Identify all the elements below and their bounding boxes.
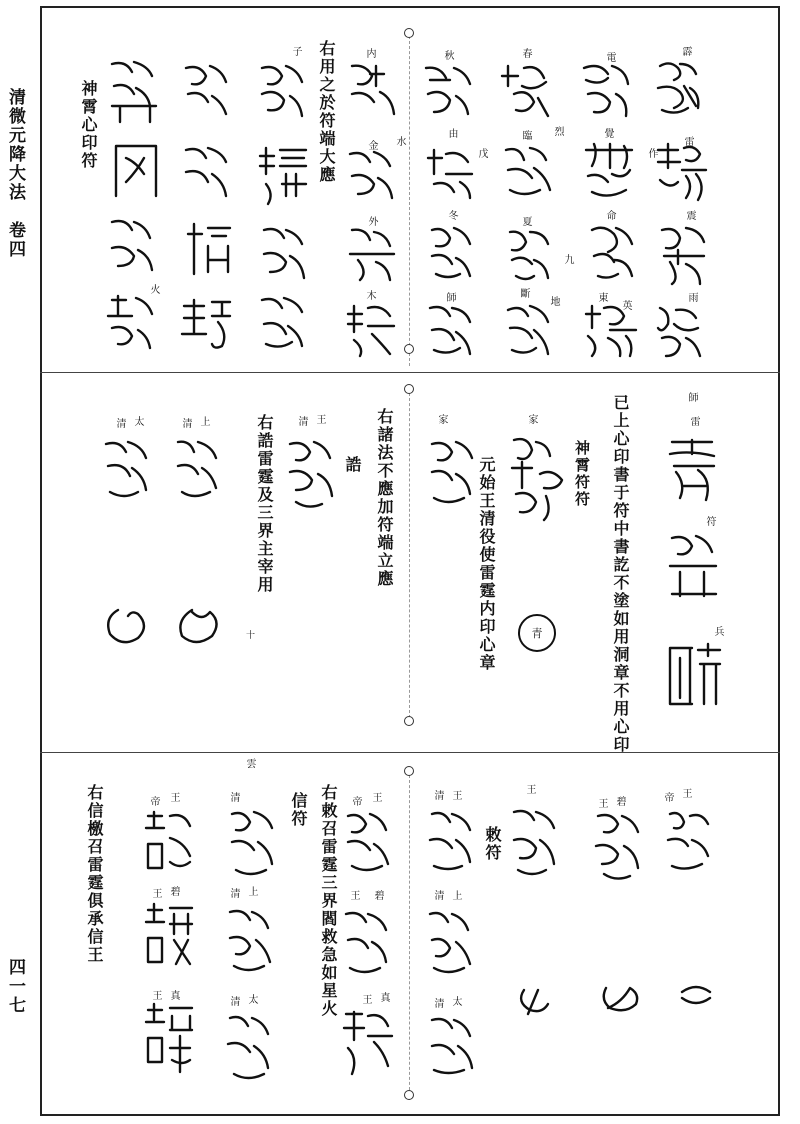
char-label: 臨 (520, 130, 531, 142)
talisman-glyph (104, 216, 160, 276)
char-label: 霹 (680, 46, 691, 58)
char-label: 清 (114, 418, 125, 430)
talisman-glyph (500, 142, 558, 204)
talisman-glyph (420, 60, 478, 120)
book-title: 清微元降大法 卷四 (5, 88, 25, 259)
talisman-glyph (344, 60, 402, 120)
char-label: 命 (604, 210, 615, 222)
fold-line-2 (409, 388, 410, 718)
fold-line-1 (409, 36, 410, 366)
talisman-glyph (506, 434, 572, 526)
talisman-ring (104, 606, 150, 646)
talisman-glyph (664, 640, 726, 712)
talisman-glyph (282, 436, 340, 516)
talisman-glyph (424, 300, 480, 360)
char-label: 木 (364, 290, 375, 302)
talisman-glyph (184, 220, 236, 280)
talisman-glyph (424, 144, 480, 202)
talisman-glyph (584, 222, 640, 284)
seal-circle: 青 (518, 614, 556, 652)
char-label: 上 (450, 890, 461, 902)
talisman-glyph (254, 60, 312, 122)
talisman-glyph (340, 906, 396, 982)
talisman-glyph (102, 292, 160, 354)
char-label: 清 (228, 996, 239, 1008)
talisman-glyph (344, 224, 400, 282)
talisman-glyph (140, 900, 198, 974)
binding-hole (404, 766, 414, 776)
char-label: 清 (432, 890, 443, 902)
char-label: 清 (296, 416, 307, 428)
binding-hole (404, 344, 414, 354)
char-label: 東 (596, 292, 607, 304)
char-label: 雷 (682, 136, 693, 148)
talisman-ring (598, 984, 644, 1014)
char-label: 作 (646, 148, 657, 160)
char-label: 王 (150, 888, 161, 900)
char-label: 清 (228, 888, 239, 900)
char-label: 斷 (518, 288, 529, 300)
char-label: 碧 (168, 886, 179, 898)
inscription-decree: 右誥雷霆及三界主宰用 (255, 414, 274, 594)
char-label: 王 (348, 890, 359, 902)
char-label: 外 (366, 216, 377, 228)
char-label: 王 (360, 994, 371, 1006)
char-label: 雷 (688, 416, 699, 428)
char-label: 家 (436, 414, 447, 426)
char-label: 太 (450, 996, 461, 1008)
char-label: 地 (548, 296, 559, 308)
talisman-glyph (256, 292, 312, 352)
binding-hole (404, 716, 414, 726)
talisman-glyph (652, 140, 710, 206)
talisman-glyph (140, 808, 198, 880)
char-label: 上 (198, 416, 209, 428)
inscription-use-note: 右用之於符端大應 (317, 40, 336, 184)
talisman-ring (514, 984, 554, 1020)
talisman-glyph (170, 436, 226, 508)
char-label: 金 (366, 140, 377, 152)
inscription-xin-fu: 信符 (289, 792, 308, 828)
char-label: 秋 (442, 50, 453, 62)
talisman-glyph (344, 146, 400, 204)
char-label: 電 (604, 52, 615, 64)
char-label: 王 (314, 414, 325, 426)
char-label: 清 (432, 790, 443, 802)
char-label: 帝 (662, 792, 673, 804)
inscription-shenxiao: 神霄心印符 (79, 80, 98, 170)
talisman-glyph (582, 300, 642, 360)
section-divider-top (40, 372, 780, 373)
char-label: 王 (524, 784, 535, 796)
char-label: 冬 (446, 210, 457, 222)
inscription-yuanshi: 元始王清役使雷霆内印心章 (477, 456, 496, 672)
talisman-glyph (222, 904, 278, 982)
page-number: 四一七 (5, 958, 25, 1015)
talisman-glyph (424, 806, 478, 878)
char-label: 王 (596, 798, 607, 810)
char-label: 符 (704, 516, 715, 528)
talisman-glyph (180, 142, 236, 202)
talisman-ring (676, 984, 716, 1006)
talisman-glyph (106, 56, 162, 126)
talisman-glyph (506, 804, 562, 884)
talisman-glyph (662, 806, 718, 880)
char-label: 真 (168, 990, 179, 1002)
talisman-glyph (110, 140, 162, 202)
char-label: 烈 (552, 126, 563, 138)
char-label: 碧 (614, 796, 625, 808)
talisman-glyph (590, 808, 646, 888)
char-label: 兵 (712, 626, 723, 638)
char-label: 家 (526, 414, 537, 426)
char-label: 夏 (520, 216, 531, 228)
char-label: 雨 (686, 292, 697, 304)
talisman-glyph (652, 302, 710, 362)
char-label: 清 (180, 418, 191, 430)
inscription-chi-note: 右敕召雷霆三界閻救急如星火 (319, 784, 338, 1018)
talisman-glyph (140, 1000, 198, 1080)
talisman-glyph (650, 58, 710, 122)
binding-hole (404, 1090, 414, 1100)
talisman-glyph (580, 140, 640, 202)
talisman-glyph (424, 222, 480, 282)
talisman-glyph (424, 436, 480, 512)
char-label: 十 (244, 630, 254, 641)
char-label: 太 (246, 994, 257, 1006)
talisman-glyph (256, 224, 312, 284)
talisman-glyph (340, 1008, 396, 1088)
fold-line-3 (409, 770, 410, 1100)
char-label: 帝 (148, 796, 159, 808)
char-label: 誥 (343, 456, 362, 474)
char-label: 覺 (602, 128, 613, 140)
inscription-chi-fu: 敕符 (483, 826, 502, 862)
char-label: 子 (290, 46, 301, 58)
char-label: 火 (148, 284, 159, 296)
char-label: 師 (444, 292, 455, 304)
char-label: 王 (370, 792, 381, 804)
talisman-glyph (340, 808, 396, 878)
talisman-glyph (422, 906, 478, 984)
char-label: 王 (168, 792, 179, 804)
talisman-ring (174, 606, 224, 646)
char-label: 上 (246, 886, 257, 898)
char-label: 王 (680, 788, 691, 800)
char-label: 王 (450, 790, 461, 802)
char-label: 雲 (244, 758, 255, 770)
char-label: 清 (432, 998, 443, 1010)
inscription-all-methods: 右諸法不應加符端立應 (375, 408, 394, 588)
talisman-glyph (100, 436, 156, 508)
talisman-glyph (576, 60, 638, 122)
talisman-glyph (664, 530, 724, 600)
talisman-glyph (656, 222, 712, 288)
talisman-glyph (498, 60, 556, 122)
talisman-glyph (224, 806, 280, 886)
talisman-glyph (180, 60, 236, 120)
inscription-xin-note: 右信檄召雷霆俱承信王 (85, 784, 104, 964)
char-label: 太 (132, 416, 143, 428)
char-label: 帝 (350, 796, 361, 808)
talisman-glyph (256, 144, 314, 206)
talisman-glyph (502, 300, 558, 360)
binding-hole (404, 384, 414, 394)
talisman-glyph (662, 436, 726, 506)
char-label: 九 (562, 254, 573, 266)
inscription-shenxiao-2: 神霄符符 (573, 440, 591, 508)
talisman-glyph (222, 1010, 278, 1090)
char-label: 戊 (476, 148, 487, 160)
char-label: 水 (394, 136, 405, 148)
talisman-glyph (344, 300, 400, 358)
char-label: 英 (620, 300, 631, 312)
talisman-glyph (178, 296, 236, 356)
char-label: 清 (228, 792, 239, 804)
char-label: 王 (150, 990, 161, 1002)
talisman-glyph (502, 224, 558, 284)
char-label: 内 (364, 48, 375, 60)
char-label: 春 (520, 48, 531, 60)
inscription-heart-seal-note: 已上心印書于符中書訖不塗如用洞章不用心印 (611, 394, 630, 754)
char-label: 由 (446, 128, 457, 140)
section-divider-bottom (40, 752, 780, 753)
char-label: 師 (686, 392, 697, 404)
char-label: 碧 (372, 890, 383, 902)
talisman-glyph (424, 1012, 480, 1082)
binding-hole (404, 28, 414, 38)
char-label: 震 (684, 210, 695, 222)
char-label: 真 (378, 992, 389, 1004)
